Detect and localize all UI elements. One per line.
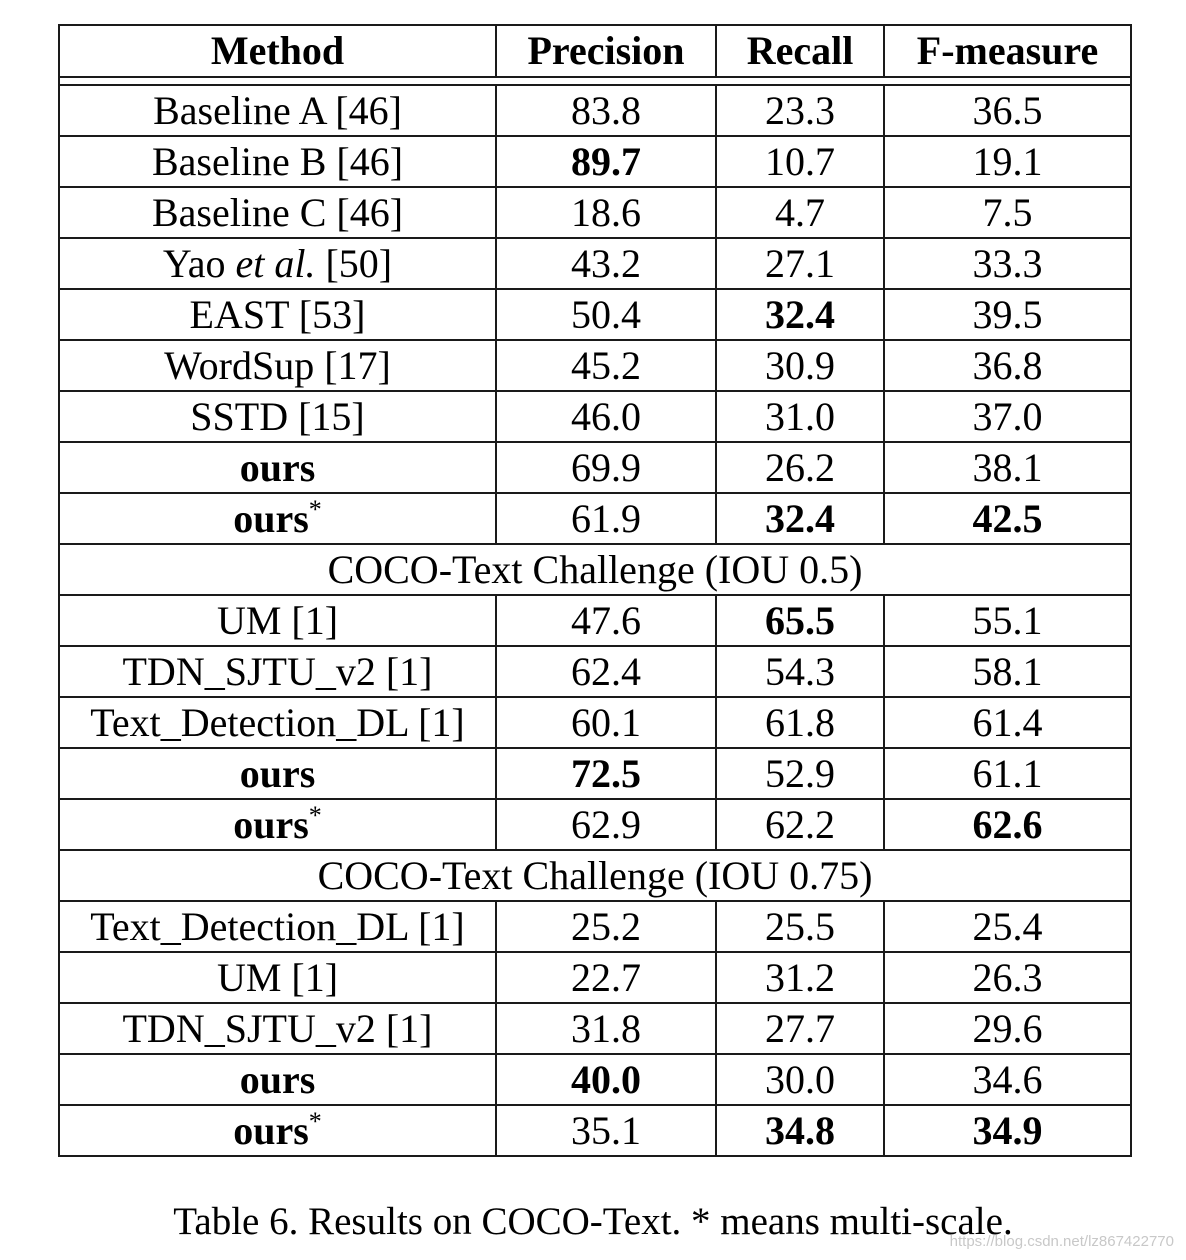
- precision-cell: 43.2: [496, 238, 716, 289]
- method-label: UM [1]: [216, 954, 339, 1000]
- recall-cell: 61.8: [716, 697, 884, 748]
- table-row: [59, 901, 1131, 952]
- method-prefix: Yao: [162, 240, 236, 286]
- recall-cell: 4.7: [716, 187, 884, 238]
- f-measure-cell: 19.1: [884, 136, 1131, 187]
- results-table: [58, 24, 1132, 1157]
- f-measure-cell: 7.5: [884, 187, 1131, 238]
- recall-cell: 31.2: [716, 952, 884, 1003]
- precision-cell: 35.1: [496, 1105, 716, 1156]
- section-title-row: [59, 544, 1131, 595]
- table-row: [59, 493, 1131, 544]
- precision-cell: 40.0: [496, 1054, 716, 1105]
- table-row: [59, 391, 1131, 442]
- recall-cell: 54.3: [716, 646, 884, 697]
- f-measure-cell: 37.0: [884, 391, 1131, 442]
- precision-cell: 61.9: [496, 493, 716, 544]
- method-label: ours: [239, 444, 316, 490]
- method-label: WordSup [17]: [164, 342, 391, 388]
- f-measure-cell: 33.3: [884, 238, 1131, 289]
- f-measure-cell: 25.4: [884, 901, 1131, 952]
- precision-cell: 50.4: [496, 289, 716, 340]
- multi-scale-marker: *: [308, 800, 322, 830]
- precision-cell: 60.1: [496, 697, 716, 748]
- recall-cell: 23.3: [716, 85, 884, 136]
- section-title-row: [59, 850, 1131, 901]
- recall-cell: 34.8: [716, 1105, 884, 1156]
- section-title: COCO-Text Challenge (IOU 0.5): [59, 544, 1131, 595]
- method-cell: [59, 493, 496, 544]
- f-measure-cell: 61.1: [884, 748, 1131, 799]
- precision-cell: 72.5: [496, 748, 716, 799]
- precision-cell: 31.8: [496, 1003, 716, 1054]
- table-caption: Table 6. Results on COCO-Text. * means multi-scale.: [173, 1200, 1013, 1243]
- table-row: [59, 442, 1131, 493]
- recall-cell: 10.7: [716, 136, 884, 187]
- f-measure-cell: 34.6: [884, 1054, 1131, 1105]
- method-cell: [59, 595, 496, 646]
- table-row: [59, 952, 1131, 1003]
- method-cell: [59, 1054, 496, 1105]
- method-cell: [59, 1003, 496, 1054]
- precision-cell: 83.8: [496, 85, 716, 136]
- table-body: [59, 77, 1131, 1156]
- recall-cell: 27.1: [716, 238, 884, 289]
- method-cell: [59, 85, 496, 136]
- f-measure-cell: 36.8: [884, 340, 1131, 391]
- f-measure-cell: 55.1: [884, 595, 1131, 646]
- method-label: SSTD [15]: [190, 393, 365, 439]
- method-label: ours: [233, 801, 309, 847]
- header-precision: Precision: [496, 25, 716, 77]
- table-row: [59, 595, 1131, 646]
- table-header: [59, 25, 1131, 77]
- f-measure-cell: 34.9: [884, 1105, 1131, 1156]
- section-title: COCO-Text Challenge (IOU 0.75): [59, 850, 1131, 901]
- precision-cell: 69.9: [496, 442, 716, 493]
- recall-cell: 30.0: [716, 1054, 884, 1105]
- recall-cell: 30.9: [716, 340, 884, 391]
- method-label: TDN_SJTU_v2 [1]: [122, 1005, 433, 1051]
- precision-cell: 25.2: [496, 901, 716, 952]
- method-label: ours: [233, 1107, 309, 1153]
- recall-cell: 31.0: [716, 391, 884, 442]
- method-label: TDN_SJTU_v2 [1]: [122, 648, 433, 694]
- multi-scale-marker: *: [308, 494, 322, 524]
- method-label: EAST [53]: [189, 291, 366, 337]
- recall-cell: 62.2: [716, 799, 884, 850]
- f-measure-cell: 62.6: [884, 799, 1131, 850]
- method-label: Baseline A [46]: [153, 87, 402, 133]
- f-measure-cell: 29.6: [884, 1003, 1131, 1054]
- recall-cell: 25.5: [716, 901, 884, 952]
- method-label: Baseline B [46]: [151, 138, 404, 184]
- f-measure-cell: 36.5: [884, 85, 1131, 136]
- table-row: [59, 697, 1131, 748]
- f-measure-cell: 39.5: [884, 289, 1131, 340]
- method-suffix: [50]: [315, 240, 393, 286]
- f-measure-cell: 38.1: [884, 442, 1131, 493]
- header-method: Method: [59, 25, 496, 77]
- method-cell: [59, 952, 496, 1003]
- precision-cell: 45.2: [496, 340, 716, 391]
- method-cell: [59, 901, 496, 952]
- recall-cell: 65.5: [716, 595, 884, 646]
- table-row: [59, 1003, 1131, 1054]
- method-cell: [59, 748, 496, 799]
- f-measure-cell: 61.4: [884, 697, 1131, 748]
- table-row: [59, 85, 1131, 136]
- recall-cell: 32.4: [716, 289, 884, 340]
- precision-cell: 18.6: [496, 187, 716, 238]
- method-cell: [59, 289, 496, 340]
- header-recall: Recall: [716, 25, 884, 77]
- method-label: Baseline C [46]: [151, 189, 404, 235]
- header-gap: [59, 77, 1131, 85]
- method-cell: [59, 799, 496, 850]
- method-cell: [59, 646, 496, 697]
- table-row: [59, 238, 1131, 289]
- table-row: [59, 187, 1131, 238]
- precision-cell: 89.7: [496, 136, 716, 187]
- method-cell: [59, 340, 496, 391]
- method-label: ours: [239, 750, 316, 796]
- method-cell: [59, 391, 496, 442]
- method-italic: et al.: [235, 240, 316, 286]
- method-label: ours: [233, 495, 309, 541]
- recall-cell: 52.9: [716, 748, 884, 799]
- table-row: [59, 748, 1131, 799]
- precision-cell: 46.0: [496, 391, 716, 442]
- header-gap-cell: [59, 77, 1131, 85]
- table-row: [59, 1105, 1131, 1156]
- f-measure-cell: 42.5: [884, 493, 1131, 544]
- method-label: UM [1]: [216, 597, 339, 643]
- table-row: [59, 136, 1131, 187]
- precision-cell: 62.9: [496, 799, 716, 850]
- table-row: [59, 340, 1131, 391]
- recall-cell: 27.7: [716, 1003, 884, 1054]
- method-label: ours: [239, 1056, 316, 1102]
- table-row: [59, 799, 1131, 850]
- method-cell: [59, 697, 496, 748]
- precision-cell: 22.7: [496, 952, 716, 1003]
- table-row: [59, 646, 1131, 697]
- method-cell: [59, 442, 496, 493]
- watermark: https://blog.csdn.net/lz867422770: [949, 1233, 1174, 1250]
- f-measure-cell: 58.1: [884, 646, 1131, 697]
- method-label: Text_Detection_DL [1]: [90, 699, 465, 745]
- method-label: Text_Detection_DL [1]: [90, 903, 465, 949]
- recall-cell: 32.4: [716, 493, 884, 544]
- method-cell: [59, 1105, 496, 1156]
- table-row: [59, 1054, 1131, 1105]
- method-cell: [59, 187, 496, 238]
- multi-scale-marker: *: [308, 1106, 322, 1136]
- method-cell: [59, 238, 496, 289]
- header-row: [59, 25, 1131, 77]
- recall-cell: 26.2: [716, 442, 884, 493]
- method-cell: [59, 136, 496, 187]
- header-f-measure: F-measure: [884, 25, 1131, 77]
- precision-cell: 47.6: [496, 595, 716, 646]
- table-row: [59, 289, 1131, 340]
- f-measure-cell: 26.3: [884, 952, 1131, 1003]
- precision-cell: 62.4: [496, 646, 716, 697]
